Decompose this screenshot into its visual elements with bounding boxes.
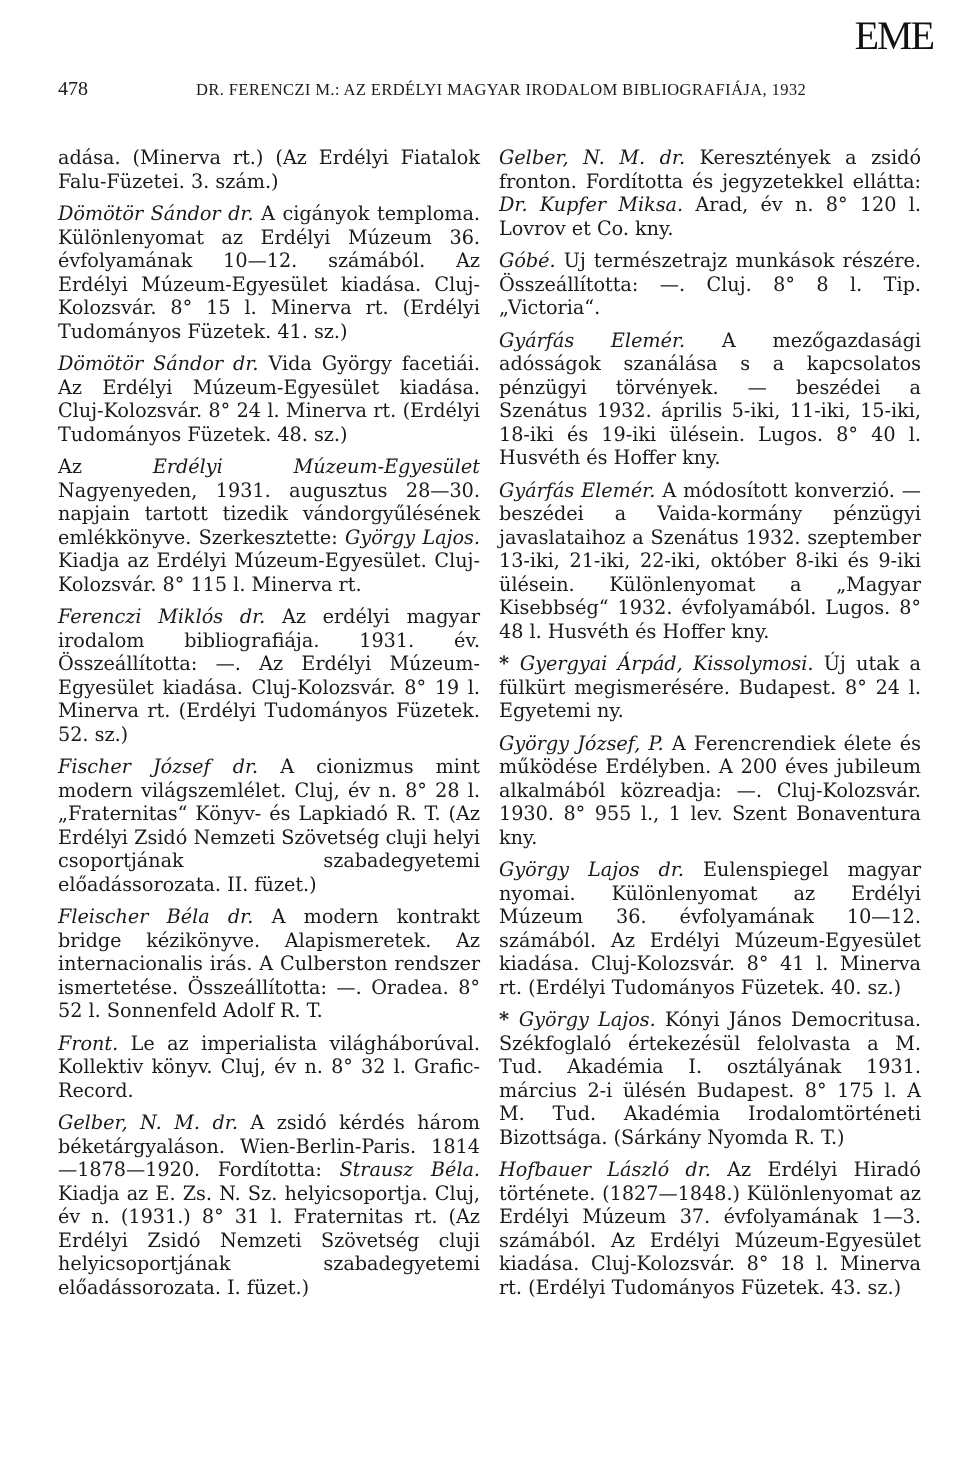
entry-text: Uj természetrajz munkások részére. Összeállította: —. Cluj. 8° 8 l. Tip. „Victoria“.: [499, 249, 921, 319]
bibliography-entry: [499, 1158, 921, 1299]
bibliography-entry: [58, 146, 480, 193]
entry-text: Keresztények a zsidó fronton. Fordította és jegyzetekkel ellátta:: [499, 146, 921, 193]
entry-author: Front.: [58, 1031, 131, 1055]
entry-author: György Lajos.: [518, 1008, 665, 1031]
entry-text: Kiadja az Erdélyi Múzeum-Egyesület. Cluj-Kolozsvár. 8° 115 l. Minerva rt.: [58, 549, 480, 596]
entry-italic: Dr. Kupfer Miksa.: [499, 193, 684, 216]
entry-text: A módosított konverzió. — beszédei a Vaida-kormány pénzügyi javaslataihoz a Szenátus 1932. szeptember 13-iki, 21-iki, 22-iki, október 8-iki és 9-iki ülésein. Különlenyomat a „Magyar Kisebbség“ 1932. évfolyamából. Lugos. 8° 48 l. Husvéth és Hoffer kny.: [499, 478, 921, 643]
entry-author: Góbé.: [499, 249, 564, 272]
entry-author: Hofbauer László dr.: [499, 1158, 728, 1181]
bibliography-entry: [499, 479, 921, 644]
entry-text: A zsidó kérdés három béketárgyaláson. Wien-Berlin-Paris. 1814—1878—1920. Fordította:: [58, 1111, 480, 1181]
bibliography-entry: [58, 605, 480, 746]
entry-text: Nagyenyeden, 1931. augusztus 28—30. napjain tartott tizedik vándorgyűlésének emlékkönyve. Szerkesztette:: [58, 478, 480, 549]
entry-text: A modern kontrakt bridge kézikönyve. Alapismeretek. Az internacionalis irás. A Culberston rendszer ismertetése. Összeállította: —. Oradea. 8° 52 l. Sonnenfeld Adolf R. T.: [58, 905, 480, 1022]
entry-text: A mezőgazdasági adósságok szanálása s a kapcsolatos pénzügyi törvények. — beszédei a Szenátus 1932. április 5-iki, 11-iki, 15-iki, 18-iki és 19-iki ülésein. Lugos. 8° 40 l. Husvéth és Hoffer kny.: [499, 328, 921, 469]
entry-author: Gelber, N. M. dr.: [499, 146, 700, 169]
bibliography-entry: [499, 329, 921, 470]
entry-author: Ferenczi Miklós dr.: [58, 605, 282, 628]
bibliography-entry: [499, 858, 921, 999]
entry-author: Gyergyai Árpád, Kissolymosi.: [519, 652, 824, 675]
entry-author: Fischer József dr.: [58, 755, 281, 778]
entry-text: A cigányok temploma. Különlenyomat az Erdélyi Múzeum 36. évfolyamának 10—12. számából. Az Erdélyi Múzeum-Egyesület kiadása. Cluj-Kolozsvár. 8° 15 l. Minerva rt. (Erdélyi Tudományos Füzetek. 41. sz.): [58, 202, 480, 343]
bibliography-entry: [499, 1008, 921, 1149]
entry-author: György Lajos dr.: [499, 858, 704, 881]
entry-text: Le az imperialista világháborúval. Kollektiv könyv. Cluj, év n. 8° 32 l. Grafic-Record.: [58, 1031, 480, 1102]
entry-text: Vida György facetiái. Az Erdélyi Múzeum-Egyesület kiadása. Cluj-Kolozsvár. 8° 24 l. Minerva rt. (Erdélyi Tudományos Füzetek. 48. sz.): [58, 352, 480, 446]
entry-author: Gelber, N. M. dr.: [58, 1111, 251, 1134]
entry-text: Eulenspiegel magyar nyomai. Különlenyomat az Erdélyi Múzeum 36. évfolyamának 10—12. számából. Az Erdélyi Múzeum-Egyesület kiadása. Cluj-Kolozsvár. 8° 41 l. Minerva rt. (Erdélyi Tudományos Füzetek. 40. sz.): [499, 858, 921, 999]
entry-italic: Erdélyi Múzeum-Egyesület: [152, 455, 480, 478]
bibliography-entry: [499, 732, 921, 850]
bibliography-entry: [58, 1111, 480, 1299]
bibliography-entry: [499, 652, 921, 723]
entry-author: Dömötör Sándor dr.: [58, 202, 262, 225]
bibliography-entry: [58, 755, 480, 896]
publisher-logo: EME: [854, 13, 933, 58]
entry-marker: *: [499, 1008, 519, 1031]
entry-author: Fleischer Béla dr.: [58, 905, 272, 928]
bibliography-entry: [58, 352, 480, 446]
entry-author: Dömötör Sándor dr.: [58, 352, 269, 375]
bibliography-entry: [58, 905, 480, 1023]
entry-text: Kónyi János Democritusa. Székfoglaló értekezésül felolvasta a M. Tud. Akadémia I. osztályának 1931. március 2-i ülésén Budapest. 8° 175 l. A M. Tud. Akadémia Irodalomtörténeti Bizottsága. (Sárkány Nyomda R. T.): [499, 1008, 921, 1149]
page-number: 478: [58, 78, 88, 100]
page-header: [58, 78, 908, 108]
entry-italic: György Lajos.: [345, 525, 481, 549]
running-title: DR. FERENCZI M.: AZ ERDÉLYI MAGYAR IRODALOM BIBLIOGRAFIÁJA, 1932: [196, 80, 807, 99]
entry-author: György József, P.: [499, 731, 672, 755]
entry-text: Arad, év n. 8° 120 l. Lovrov et Co. kny.: [499, 193, 921, 240]
entry-italic: Strausz Béla.: [339, 1158, 480, 1181]
entry-text: Az erdélyi magyar irodalom bibliografiája. 1931. év. Összeállította: —. Az Erdélyi Múzeum-Egyesület kiadása. Cluj-Kolozsvár. 8° 19 l. Minerva rt. (Erdélyi Tudományos Füzetek. 52. sz.): [58, 605, 480, 746]
entry-author: Gyárfás Elemér.: [499, 328, 722, 352]
entry-text: adása. (Minerva rt.) (Az Erdélyi Fiatalok Falu-Füzetei. 3. szám.): [58, 146, 480, 193]
bibliography-entry: [58, 455, 480, 596]
bibliography-entry: [58, 1032, 480, 1103]
entry-marker: *: [499, 652, 520, 675]
left-column: [58, 146, 480, 1308]
bibliography-entry: [499, 249, 921, 320]
entry-text: Az: [58, 455, 153, 478]
bibliography-entry: [499, 146, 921, 240]
right-column: [499, 146, 921, 1308]
entry-text: Az Erdélyi Hiradó története. (1827—1848.) Különlenyomat az Erdélyi Múzeum 37. évfolyamának 1—3. számából. Az Erdélyi Múzeum-Egyesület kiadása. Cluj-Kolozsvár. 8° 18 l. Minerva rt. (Erdélyi Tudományos Füzetek. 43. sz.): [499, 1158, 921, 1299]
entry-text: Kiadja az E. Zs. N. Sz. helyicsoportja. Cluj, év n. (1931.) 8° 31 l. Fraternitas rt. (Az Erdélyi Zsidó Nemzeti Szövetség cluji helyicsoportjának szabadegyetemi előadássorozata. I. füzet.): [58, 1181, 480, 1299]
entry-text: A Ferencrendiek élete és működése Erdélyben. A 200 éves jubileum alkalmából közreadja: —. Cluj-Kolozsvár. 1930. 8° 955 l., 1 lev. Szent Bonaventura kny.: [499, 731, 921, 849]
entry-text: Új utak a fülkürt megismerésére. Budapest. 8° 24 l. Egyetemi ny.: [499, 652, 921, 722]
bibliography-entry: [58, 202, 480, 343]
entry-text: A cionizmus mint modern világszemlélet. Cluj, év n. 8° 28 l. „Fraternitas“ Könyv- és Lapkiadó R. T. (Az Erdélyi Zsidó Nemzeti Szövetség cluji helyi csoportjának szabadegyetemi előadássorozata. II. füzet.): [58, 755, 481, 896]
entry-author: Gyárfás Elemér.: [499, 478, 663, 502]
